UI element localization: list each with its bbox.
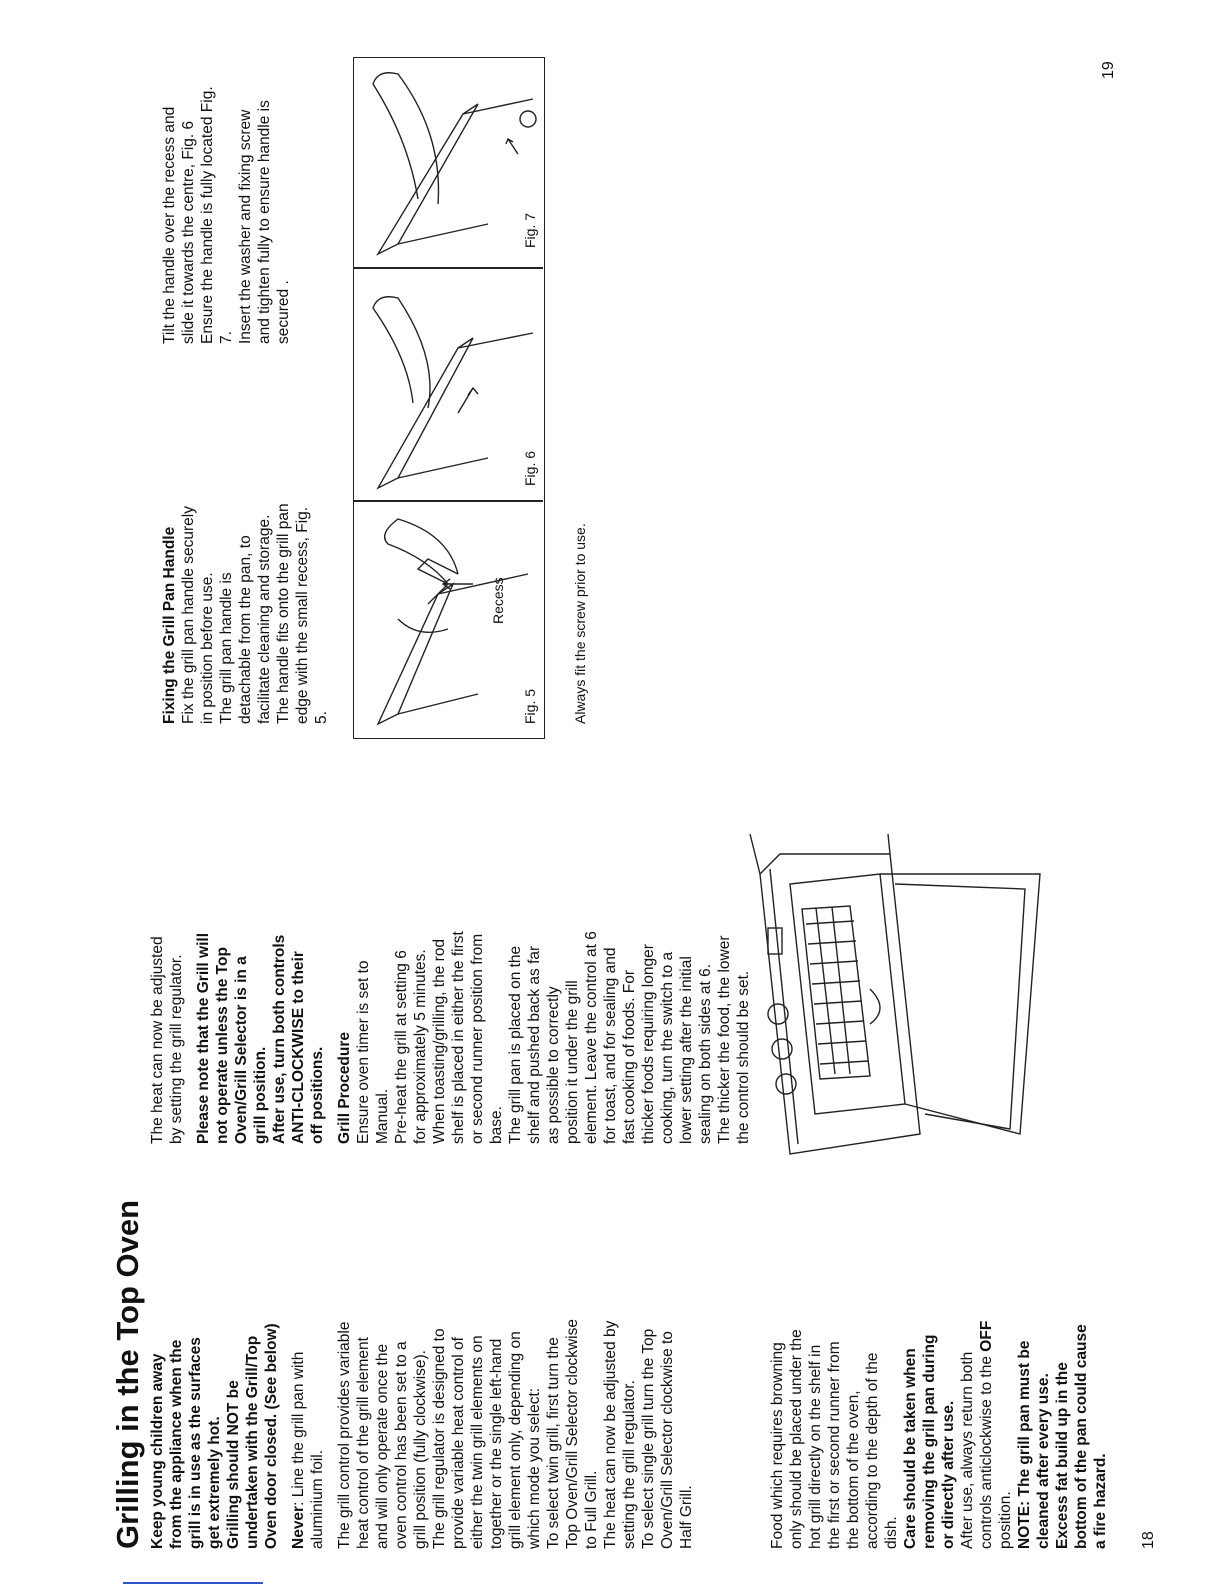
paragraph-grill-control: The grill control provides variable heat control of the grill element and will only operate once the oven control has been set to a grill position (fully clockwise).	[336, 1321, 429, 1549]
after-use-return-controls: After use, always return both controls anticlockwise to the OFF position.	[959, 1320, 1014, 1549]
fixing-screw	[520, 111, 536, 127]
never-label: Never	[290, 1505, 307, 1549]
slide-arrow	[458, 388, 478, 413]
control-knob-1	[776, 1074, 796, 1094]
paragraph-grill-regulator: The grill regulator is designed to provide variable heat control of either the twin grill elements on together or the single left-hand grill element only, depending on which mode you select:	[431, 1328, 543, 1549]
procedure-step-4: The grill pan is placed on the shelf and pushed back as far as possible to correctly position it under the grill element. Leave the control at 6 for toast, and for sealing and fast cooking of foods. For thicker foods requiring longer cooking, turn the switch to a lower setting after the initial sealing on both sides at 6.	[507, 931, 714, 1144]
care-removing-pan: Care should be taken when removing the grill pan during or directly after use.	[902, 1334, 957, 1549]
figure-7-label: Fig. 7	[522, 212, 538, 248]
page-title: Grilling in the Top Oven	[110, 1199, 145, 1549]
screw-caption: Always fit the screw prior to use.	[572, 523, 588, 724]
page-number-left: 18	[1140, 1531, 1157, 1549]
left-column-1	[148, 1319, 704, 1549]
grill-rack	[802, 906, 870, 1079]
paragraph-twin-grill: To select twin grill, first turn the Top Oven/Grill Selector clockwise to Full Grill.	[545, 1319, 600, 1549]
off-label: OFF	[978, 1320, 995, 1352]
figure-6-drawing	[358, 272, 540, 498]
screw-arrow	[506, 139, 518, 154]
grill-pan-side-6	[398, 333, 533, 478]
paragraph-heat-adjust-2: The heat can now be adjusted by setting the grill regulator.	[149, 936, 185, 1144]
note-clean-grill-pan: NOTE: The grill pan must be cleaned after every use. Excess fat build up in the bottom of the pan could cause a fire hazard.	[1016, 1324, 1109, 1549]
handle-instructions: Fix the grill pan handle securely in position before use. The grill pan handle is detachable from the pan, to facilitate cleaning and storage. The handle fits onto the grill pan edge with the small recess, Fig. 5.	[180, 503, 330, 724]
grill-pan-edge-7	[378, 104, 478, 254]
paragraph-single-grill: To select single grill turn the Top Oven/Grill Selector clockwise to Half Grill.	[640, 1328, 695, 1549]
grill-pan-side	[398, 574, 528, 714]
handle-sliding	[373, 297, 430, 408]
tilt-instructions: Tilt the handle over the recess and slide it towards the centre, Fig. 6 Ensure the handle is fully located Fig. 7. Insert the washer and fixing screw and tighten fully to ensure handle is secured .	[161, 86, 292, 344]
left-column-2	[148, 929, 753, 1144]
left-column-1-lower	[768, 1319, 1118, 1549]
procedure-step-5: The thicker the food, the lower the control should be set.	[716, 935, 752, 1144]
oven-grill-illustration	[720, 834, 1080, 1174]
right-column-2	[160, 84, 293, 344]
pan-recess-detail	[418, 559, 458, 604]
figure-divider-2	[353, 268, 543, 270]
procedure-step-3: When toasting/grilling, the rod shelf is placed in either the first or second runner position from base.	[431, 931, 505, 1144]
figure-5-label: Fig. 5	[522, 688, 538, 724]
figure-5-drawing	[358, 506, 540, 734]
grill-rack-bars	[806, 921, 868, 1064]
page-number-right: 19	[1100, 61, 1117, 79]
after-use-anticlockwise: After use, turn both controls ANTI-CLOCKWISE to their off positions.	[271, 934, 326, 1144]
oven-door-window	[895, 884, 1025, 1129]
never-text: : Line the grill pan with aluminium foil.	[290, 1351, 326, 1549]
figure-6-label: Fig. 6	[522, 450, 538, 486]
recess-callout: Recess	[490, 577, 506, 624]
grill-rack-cross-bars	[816, 907, 850, 1074]
warning-children: Keep young children away from the appliance when the grill is in use as the surfaces get extremely hot.	[149, 1337, 223, 1549]
paragraph-heat-adjust: The heat can now be adjusted by setting the grill regulator.	[602, 1320, 638, 1549]
never-line-foil	[289, 1319, 327, 1549]
procedure-step-2: Pre-heat the grill at setting 6 for approximately 5 minutes.	[393, 949, 429, 1144]
right-column-1	[160, 494, 331, 724]
grill-procedure-heading: Grill Procedure	[336, 1032, 353, 1144]
warning-grill-door: Grilling should NOT be undertaken with the Grill/Top Oven door closed. (See below)	[225, 1323, 280, 1549]
timer-display	[768, 928, 782, 954]
handle-located	[373, 73, 439, 204]
handle-heading: Fixing the Grill Pan Handle	[161, 526, 178, 724]
figure-divider-1	[353, 501, 543, 503]
handle-tilted	[385, 519, 458, 584]
grill-pan-side-7	[398, 99, 533, 244]
figure-7-drawing	[358, 62, 540, 264]
grill-pan-handle-drawing	[870, 989, 880, 1024]
please-note-grill: Please note that the Grill will not operate unless the Top Oven/Grill Selector is in a grill position.	[195, 932, 269, 1144]
paragraph-browning: Food which requires browning only should be placed under the hot grill directly on the shelf in the first or second runner from the bottom of the oven, according to the depth of the dish.	[769, 1329, 900, 1549]
procedure-step-1: Ensure oven timer is set to Manual.	[355, 960, 391, 1144]
